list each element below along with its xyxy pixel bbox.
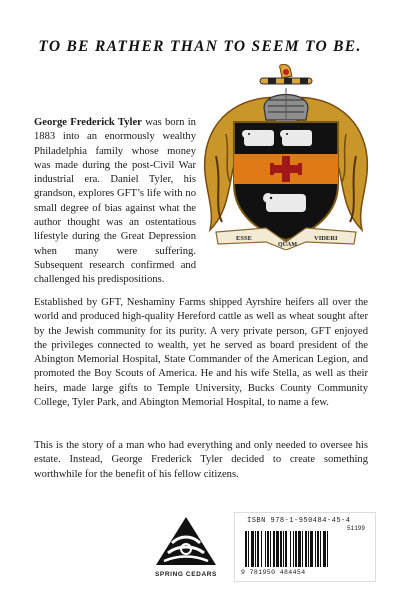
- barcode-bar: [315, 531, 316, 567]
- scroll-word: QUAM: [278, 242, 297, 248]
- scroll-word: ESSE: [236, 235, 252, 242]
- cedar-tree-icon: [148, 515, 224, 569]
- isbn-barcode: [234, 512, 376, 582]
- barcode-bar: [245, 531, 247, 567]
- barcode-bar: [298, 531, 301, 567]
- barcode-bar: [248, 531, 249, 567]
- barcode-bar: [310, 531, 313, 567]
- barcode-bar: [283, 531, 284, 567]
- motto-heading: TO BE RATHER THAN TO SEEM TO BE.: [38, 38, 362, 55]
- barcode-bar: [290, 531, 291, 567]
- barcode-bar: [257, 531, 259, 567]
- barcode-bar: [327, 531, 328, 567]
- barcode-bar: [305, 531, 307, 567]
- scroll-word: VIDERI: [314, 235, 338, 242]
- barcode-bar: [308, 531, 309, 567]
- barcode-bar: [302, 531, 303, 567]
- intro-paragraph: [34, 116, 196, 288]
- coat-of-arms-image: [186, 64, 386, 250]
- publisher-name: SPRING CEDARS: [155, 571, 217, 578]
- intro-text: was born in 1883 into an enormously wealthy Philadelphia family whose money was made during the post-Civil War industrial era. Daniel Tyler, his grandson, explores GFT’s life with no small degree of bias against what the author thought was an ostentatious lifestyle during the Great Depression when many were suffering. Subsequent research confirmed and challenged his predispositions.: [34, 117, 196, 286]
- barcode-bar: [265, 531, 266, 567]
- barcode-bar: [295, 531, 297, 567]
- barcode-bar: [276, 531, 279, 567]
- barcode-bar: [251, 531, 254, 567]
- barcode-bar: [267, 531, 269, 567]
- barcode-bar: [293, 531, 294, 567]
- barcode-bar: [255, 531, 256, 567]
- barcode-bar: [285, 531, 287, 567]
- barcode-bar: [261, 531, 262, 567]
- subject-name: George Frederick Tyler: [34, 117, 142, 128]
- publisher-logo: [148, 515, 224, 579]
- barcode-digits: 9 781950 484454: [241, 569, 306, 576]
- barcode-bar: [280, 531, 282, 567]
- price-code: 51199: [347, 525, 366, 532]
- barcode-bar: [317, 531, 319, 567]
- barcode-bar: [320, 531, 321, 567]
- barcode-bar: [273, 531, 275, 567]
- barcode-bars: [241, 531, 371, 569]
- isbn-number: ISBN 978-1-950484-45-4: [247, 517, 351, 525]
- barcode-bar: [270, 531, 271, 567]
- barcode-bar: [323, 531, 326, 567]
- body-paragraph-2: Established by GFT, Neshaminy Farms shipped Ayrshire heifers all over the world and produced high-quality Hereford cattle as well as wheat sought after by the Jewish community for its purity. A very private person, GFT enjoyed the privileges connected to wealth, yet he served as board president of the Abington Memorial Hospital, State Commander of the American Legion, and promoted the Boy Scouts of America. He and his wife Stella, as well as their heirs, made large gifts to Temple University, Bucks County Community College, Tyler Park, and Abington Memorial Hospital, to name a few.: [34, 297, 368, 409]
- body-paragraph-3: This is the story of a man who had everything and only needed to oversee his estate. Instead, George Frederick Tyler decided to create something worthwhile for the benefit of his fellow citizens.: [34, 440, 368, 480]
